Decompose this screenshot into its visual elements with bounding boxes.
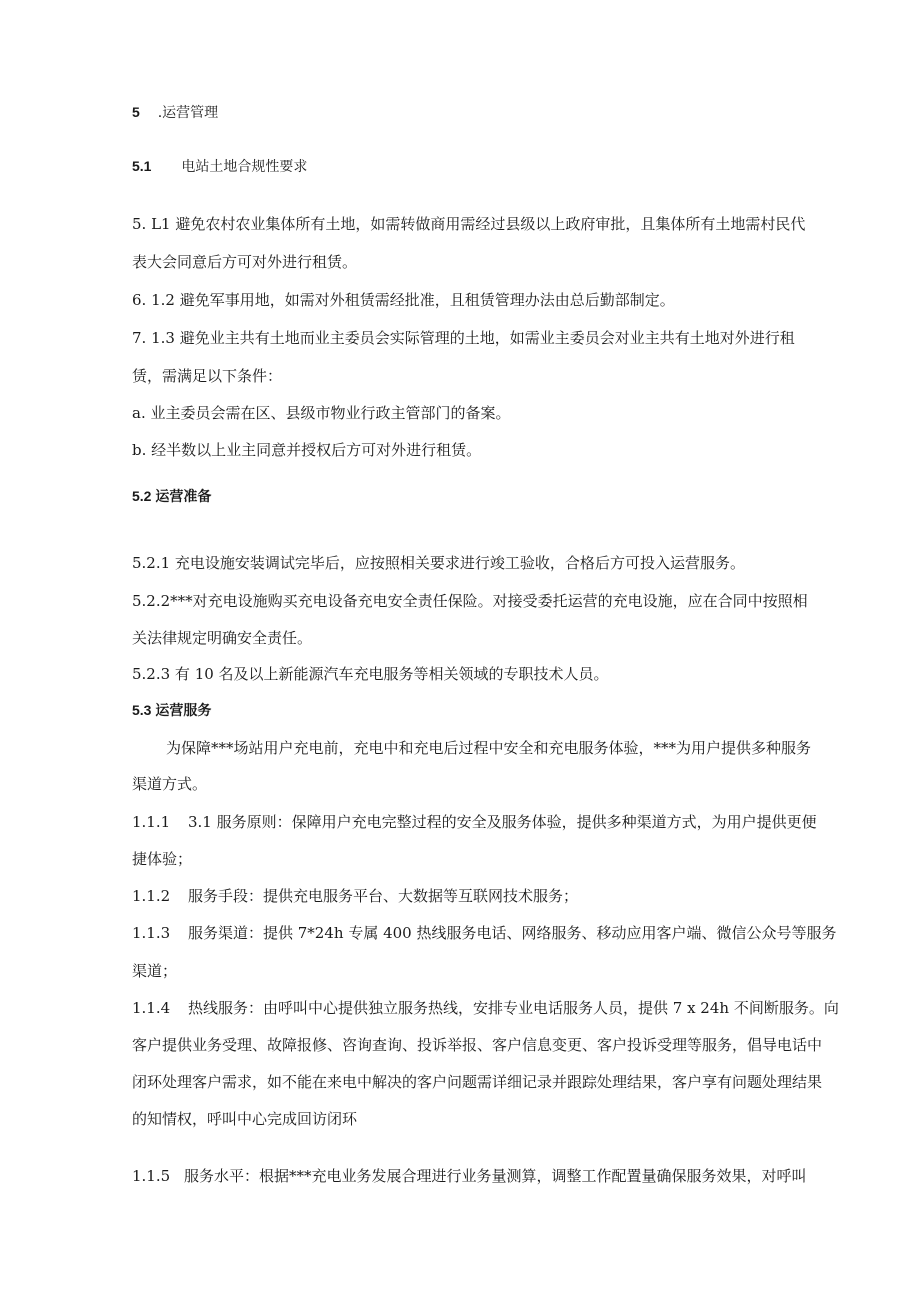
paragraph-line: 6. 1.2 避免军事用地，如需对外租赁需经批准，且租赁管理办法由总后勤部制定。 [132,291,675,309]
section-title: .运营管理 [157,105,219,121]
paragraph-line: 5.2.2***对充电设施购买充电设备充电安全责任保险。对接受委托运营的充电设施，应在合同中按照相 [132,592,808,610]
item-text: 3.1 服务原则：保障用户充电完整过程的安全及服务体验，提供多种渠道方式，为用户提供更便 [188,813,817,831]
item-number: 1.1.2 [132,887,171,905]
item-1-1-4 [132,998,839,1018]
section-number: 5.1 [132,158,152,174]
section-title: 电站土地合规性要求 [181,159,308,175]
paragraph-line: 捷体验； [132,850,193,868]
list-item-a: a. 业主委员会需在区、县级市物业行政主管部门的备案。 [132,404,511,422]
section-5-2-heading: 5.2 运营准备 [132,488,212,504]
paragraph-line: 的知情权，呼叫中心完成回访闭环 [132,1110,358,1128]
paragraph-line: 客户提供业务受理、故障报修、咨询查询、投诉举报、客户信息变更、客户投诉受理等服务，倡导电话中 [132,1036,823,1054]
item-number: 1.1.1 [132,813,171,831]
item-text: 服务水平：根据***充电业务发展合理进行业务量测算，调整工作配置量确保服务效果，对呼叫 [184,1167,807,1185]
paragraph-line: 5. L1 避免农村农业集体所有土地，如需转做商用需经过县级以上政府审批，且集体所有土地需村民代 [132,215,806,233]
paragraph-line: 渠道方式。 [132,775,208,793]
item-number: 1.1.4 [132,999,171,1017]
list-item-b: b. 经半数以上业主同意并授权后方可对外进行租赁。 [132,441,482,459]
paragraph-line: 关法律规定明确安全责任。 [132,629,313,647]
section-5-1-heading [132,156,307,177]
paragraph-line: 为保障***场站用户充电前，充电中和充电后过程中安全和充电服务体验，***为用户提供多种服务 [166,739,812,757]
section-5-heading [132,102,218,123]
section-number: 5 [132,104,140,120]
paragraph-line: 5.2.1 充电设施安装调试完毕后，应按照相关要求进行竣工验收，合格后方可投入运营服务。 [132,554,745,572]
section-5-3-heading: 5.3 运营服务 [132,702,212,718]
item-1-1-5 [132,1166,807,1186]
item-number: 1.1.3 [132,924,171,942]
item-text: 服务渠道：提供 7*24h 专属 400 热线服务电话、网络服务、移动应用客户端、微信公众号等服务 [188,924,837,942]
item-1-1-1 [132,812,817,832]
paragraph-line: 5.2.3 有 10 名及以上新能源汽车充电服务等相关领域的专职技术人员。 [132,665,609,683]
paragraph-line: 闭环处理客户需求，如不能在来电中解决的客户问题需详细记录并跟踪处理结果，客户享有问题处理结果 [132,1073,823,1091]
item-1-1-3 [132,923,837,943]
paragraph-line: 渠道； [132,962,178,980]
item-text: 服务手段：提供充电服务平台、大数据等互联网技术服务； [188,887,579,905]
paragraph-line: 赁，需满足以下条件： [132,367,283,385]
paragraph-line: 7. 1.3 避免业主共有土地而业主委员会实际管理的土地，如需业主委员会对业主共有土地对外进行租 [132,329,795,347]
item-1-1-2 [132,886,578,906]
paragraph-line: 表大会同意后方可对外进行租赁。 [132,253,358,271]
item-number: 1.1.5 [132,1167,171,1185]
item-text: 热线服务：由呼叫中心提供独立服务热线，安排专业电话服务人员，提供 7 x 24h 不间断服务。向 [188,999,839,1017]
